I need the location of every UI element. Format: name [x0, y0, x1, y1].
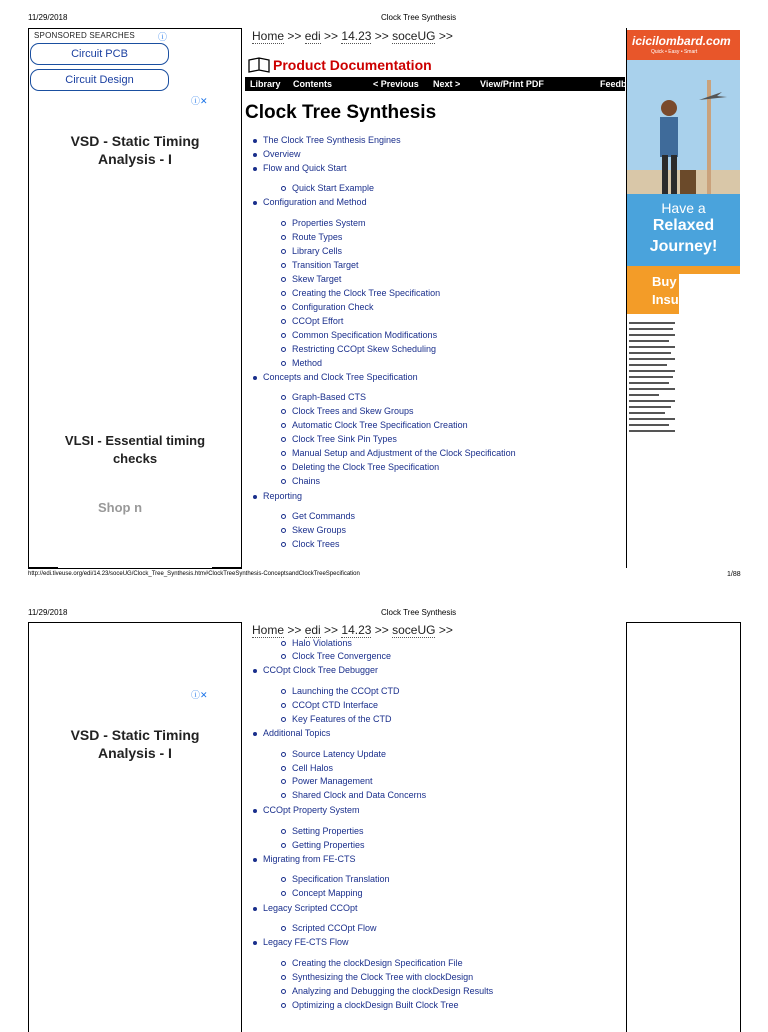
right-ad[interactable] [627, 30, 740, 448]
toc-item[interactable] [253, 149, 301, 159]
bullet-icon [281, 843, 286, 848]
sponsored-button-circuit-pcb[interactable]: Circuit PCB [30, 43, 169, 65]
bullet-icon [281, 465, 286, 470]
toc-item-label[interactable]: Overview [263, 149, 301, 159]
nav-view-print-pdf[interactable]: View/Print PDF [480, 79, 544, 89]
toc-item-label[interactable]: Analyzing and Debugging the clockDesign Results [292, 986, 494, 996]
footer-url[interactable]: http://edi.tiveuse.org/edi/14.23/soceUG/Clock_Tree_Synthesis.htm#ClockTreeSynthesis-ConceptsandClockTreeSpecification [28, 571, 360, 577]
toc-item[interactable] [253, 728, 330, 738]
toc-item-label[interactable]: Automatic Clock Tree Specification Creation [292, 420, 468, 430]
toc-item-label[interactable]: Launching the CCOpt CTD [292, 686, 400, 696]
toc-item[interactable] [281, 776, 373, 786]
page-heading: Clock Tree Synthesis [245, 102, 437, 123]
toc-item[interactable] [281, 274, 341, 284]
bullet-icon [281, 654, 286, 659]
bullet-icon [281, 766, 286, 771]
breadcrumb-edi-2[interactable]: edi [304, 623, 321, 637]
toc-item[interactable] [281, 840, 365, 850]
toc-item-label[interactable]: Cell Halos [292, 763, 334, 773]
sponsored-label: SPONSORED SEARCHES [34, 31, 135, 40]
bullet-icon [281, 409, 286, 414]
footer-page-number: 1/88 [727, 571, 741, 578]
bullet-icon [281, 347, 286, 352]
ad-choices-icon-2[interactable]: ⓘ✕ [191, 690, 208, 700]
bullet-icon [281, 423, 286, 428]
ad-buy[interactable]: Buy [652, 274, 677, 289]
breadcrumb-soceug[interactable]: soceUG [392, 29, 436, 43]
toc-item[interactable] [253, 197, 367, 207]
toc-item[interactable] [281, 511, 355, 521]
bullet-icon [253, 201, 257, 205]
toc-item[interactable] [281, 525, 346, 535]
bullet-icon [281, 542, 286, 547]
ad-subtitle[interactable]: VLSI - Essential timing checks [64, 433, 206, 466]
breadcrumb-version-2[interactable]: 14.23 [341, 623, 372, 637]
toc-item-label[interactable]: Method [292, 358, 323, 368]
toc-item[interactable] [281, 448, 516, 458]
info-icon[interactable]: ⓘ [158, 32, 168, 42]
toc-item-label[interactable]: Source Latency Update [292, 749, 387, 759]
toc-item-label[interactable]: Optimizing a clockDesign Built Clock Tree [292, 1000, 459, 1010]
ad-overlay [679, 274, 740, 314]
toc-item-label[interactable]: Library Cells [292, 246, 343, 256]
breadcrumb-edi[interactable]: edi [304, 29, 321, 43]
toc-item[interactable] [281, 330, 437, 340]
bullet-icon [281, 451, 286, 456]
toc-item[interactable] [253, 937, 349, 947]
ad-shop-button[interactable]: Shop n [98, 500, 143, 515]
toc-item-label[interactable]: Clock Trees [292, 539, 340, 549]
toc-item-label[interactable]: Creating the Clock Tree Specification [292, 288, 441, 298]
print-title: Clock Tree Synthesis [381, 13, 457, 22]
toc-item-label[interactable]: Skew Groups [292, 525, 347, 535]
left-ad[interactable] [58, 92, 212, 568]
toc-item[interactable] [281, 638, 352, 648]
toc-item[interactable] [281, 700, 378, 710]
toc-item-label[interactable]: Manual Setup and Adjustment of the Clock Specification [292, 448, 516, 458]
toc-item-label[interactable]: Route Types [292, 232, 343, 242]
bullet-icon [281, 689, 286, 694]
toc-item[interactable] [281, 539, 340, 549]
bullet-icon [253, 732, 257, 736]
toc-item[interactable] [281, 651, 391, 661]
ad-title-2[interactable]: VSD - Static Timing Analysis - I [70, 727, 200, 761]
toc-item-label[interactable]: Configuration and Method [263, 197, 367, 207]
right-frame-2 [626, 622, 741, 1032]
toc-item-label[interactable]: Reporting [263, 491, 303, 501]
bullet-icon [281, 1003, 286, 1008]
print-date: 11/29/2018 [28, 13, 68, 22]
toc-item[interactable] [281, 392, 366, 402]
bullet-icon [281, 319, 286, 324]
ad-line-1: Have a [661, 200, 706, 216]
toc-item[interactable] [281, 406, 414, 416]
toc-item[interactable] [281, 420, 468, 430]
toc-item[interactable] [281, 888, 363, 898]
toc-item[interactable] [253, 805, 360, 815]
toc-item-label[interactable]: Legacy Scripted CCOpt [263, 903, 358, 913]
toc-item-label[interactable]: CCOpt CTD Interface [292, 700, 379, 710]
toc-item[interactable] [281, 749, 386, 759]
toc-item-label[interactable]: Clock Tree Convergence [292, 651, 392, 661]
bullet-icon [281, 975, 286, 980]
toc-item-label[interactable]: Key Features of the CTD [292, 714, 392, 724]
breadcrumb-home[interactable]: Home [252, 29, 285, 43]
toc-item-label[interactable]: Specification Translation [292, 874, 390, 884]
nav-library[interactable]: Library [250, 79, 281, 89]
bullet-icon [253, 153, 257, 157]
toc-item[interactable] [281, 316, 343, 326]
toc-item-label[interactable]: Properties System [292, 218, 366, 228]
breadcrumb-soceug-2[interactable]: soceUG [392, 623, 436, 637]
bullet-icon [281, 829, 286, 834]
bullet-icon [281, 263, 286, 268]
ad-title[interactable]: VSD - Static Timing Analysis - I [70, 133, 200, 167]
toc-item-label[interactable]: Restricting CCOpt Skew Scheduling [292, 344, 437, 354]
toc-item[interactable] [253, 163, 347, 173]
toc-item[interactable] [253, 135, 401, 145]
toc-item-label[interactable]: Quick Start Example [292, 183, 375, 193]
nav-feedback[interactable]: Feedb [600, 79, 627, 89]
toc-item-label[interactable]: CCOpt Effort [292, 316, 344, 326]
bullet-icon [281, 891, 286, 896]
print-title-2: Clock Tree Synthesis [381, 608, 457, 617]
breadcrumb-version[interactable]: 14.23 [341, 29, 372, 43]
ad-insu[interactable]: Insu [652, 292, 679, 307]
bullet-icon [253, 167, 257, 171]
toc-item-label[interactable]: Concepts and Clock Tree Specification [263, 372, 418, 382]
breadcrumb: Home >> edi >> 14.23 >> soceUG >> [252, 29, 453, 43]
bullet-icon [253, 941, 257, 945]
toc-item[interactable] [281, 476, 320, 486]
bullet-icon [281, 249, 286, 254]
bullet-icon [281, 752, 286, 757]
bullet-icon [281, 361, 286, 366]
toc-item-label[interactable]: Migrating from FE-CTS [263, 854, 356, 864]
ad-line-3: Journey! [649, 238, 718, 255]
toc-item-label[interactable]: Scripted CCOpt Flow [292, 923, 377, 933]
toc-item[interactable] [281, 923, 377, 933]
bullet-icon [281, 877, 286, 882]
toc-item[interactable] [281, 972, 473, 982]
toc-item-label[interactable]: Synthesizing the Clock Tree with clockDesign [292, 972, 474, 982]
bullet-icon [253, 907, 257, 911]
toc-item[interactable] [281, 344, 436, 354]
toc-item-label[interactable]: Getting Properties [292, 840, 365, 850]
toc-item-label[interactable]: Chains [292, 476, 321, 486]
bullet-icon [281, 703, 286, 708]
nav-previous[interactable]: < Previous [373, 79, 419, 89]
bullet-icon [281, 333, 286, 338]
toc-item[interactable] [253, 903, 358, 913]
toc-item[interactable] [281, 302, 374, 312]
nav-next[interactable]: Next > [433, 79, 461, 89]
toc-item[interactable] [253, 372, 418, 382]
toc-item-label[interactable]: Additional Topics [263, 728, 331, 738]
bullet-icon [253, 495, 257, 499]
toc-item[interactable] [281, 686, 400, 696]
toc-item[interactable] [281, 958, 463, 968]
print-date-2: 11/29/2018 [28, 608, 68, 617]
brand-name[interactable]: icicilombard.com [632, 34, 731, 48]
toc-item-label[interactable]: Creating the clockDesign Specification File [292, 958, 463, 968]
toc-item-label[interactable]: Configuration Check [292, 302, 374, 312]
toc-item-label[interactable]: Skew Target [292, 274, 342, 284]
toc-item[interactable] [281, 763, 333, 773]
toc-item[interactable] [281, 986, 493, 996]
bullet-icon [281, 717, 286, 722]
bullet-icon [253, 139, 257, 143]
breadcrumb-home-2[interactable]: Home [252, 623, 285, 637]
toc-item[interactable] [253, 491, 302, 501]
ad-fine-print [629, 320, 677, 440]
sponsored-button-circuit-design[interactable]: Circuit Design [30, 69, 169, 91]
bullet-icon [281, 479, 286, 484]
left-ad-2[interactable] [58, 686, 212, 1024]
book-icon [248, 57, 270, 78]
toc-item-label[interactable]: Concept Mapping [292, 888, 363, 898]
toc-item[interactable] [281, 260, 359, 270]
ad-choices-icon[interactable]: ⓘ✕ [191, 96, 208, 106]
bullet-icon [281, 961, 286, 966]
toc-item-label[interactable]: Get Commands [292, 511, 356, 521]
bullet-icon [281, 641, 286, 646]
toc-item[interactable] [253, 854, 356, 864]
nav-contents[interactable]: Contents [293, 79, 332, 89]
toc-item[interactable] [281, 1000, 459, 1010]
doc-navbar [245, 77, 625, 91]
bullet-icon [281, 779, 286, 784]
toc-item-label[interactable]: Common Specification Modifications [292, 330, 438, 340]
toc-item[interactable] [281, 826, 364, 836]
toc-item-label[interactable]: Deleting the Clock Tree Specification [292, 462, 440, 472]
bullet-icon [281, 528, 286, 533]
breadcrumb-2: Home >> edi >> 14.23 >> soceUG >> [252, 623, 453, 637]
bullet-icon [281, 989, 286, 994]
bullet-icon [281, 221, 286, 226]
toc-item-label[interactable]: Graph-Based CTS [292, 392, 367, 402]
bullet-icon [281, 305, 286, 310]
toc-item[interactable] [281, 434, 397, 444]
toc-item-label[interactable]: Clock Tree Sink Pin Types [292, 434, 397, 444]
toc-item[interactable] [281, 874, 390, 884]
frame-bottom [28, 568, 242, 569]
toc-item[interactable] [281, 358, 322, 368]
toc-item-label[interactable]: Shared Clock and Data Concerns [292, 790, 427, 800]
toc-item-label[interactable]: Setting Properties [292, 826, 364, 836]
toc-item[interactable] [281, 246, 342, 256]
toc-item-label[interactable]: The Clock Tree Synthesis Engines [263, 135, 401, 145]
toc-item-label[interactable]: Power Management [292, 776, 373, 786]
toc-item[interactable] [281, 183, 374, 193]
toc-item-label[interactable]: Clock Trees and Skew Groups [292, 406, 414, 416]
bullet-icon [281, 437, 286, 442]
toc-item[interactable] [253, 665, 378, 675]
bullet-icon [281, 395, 286, 400]
brand-tag: Quick • Easy • Smart [651, 49, 698, 55]
toc-item[interactable] [281, 218, 366, 228]
toc-item[interactable] [281, 288, 440, 298]
toc-item-label[interactable]: Legacy FE-CTS Flow [263, 937, 349, 947]
bullet-icon [253, 376, 257, 380]
bullet-icon [281, 793, 286, 798]
toc-item-label[interactable]: Transition Target [292, 260, 359, 270]
bullet-icon [281, 186, 286, 191]
bullet-icon [253, 858, 257, 862]
toc-item-label[interactable]: CCOpt Property System [263, 805, 360, 815]
bullet-icon [281, 235, 286, 240]
bullet-icon [281, 277, 286, 282]
bullet-icon [281, 926, 286, 931]
toc-item-label[interactable]: Halo Violations [292, 638, 352, 648]
toc-item[interactable] [281, 790, 426, 800]
bullet-icon [281, 514, 286, 519]
toc-item-label[interactable]: CCOpt Clock Tree Debugger [263, 665, 379, 675]
bullet-icon [253, 809, 257, 813]
ad-line-2: Relaxed [652, 217, 715, 234]
toc-item-label[interactable]: Flow and Quick Start [263, 163, 347, 173]
product-documentation-title: Product Documentation [273, 57, 432, 73]
bullet-icon [281, 291, 286, 296]
toc-item[interactable] [281, 232, 342, 242]
toc-item[interactable] [281, 462, 439, 472]
toc-item[interactable] [281, 714, 392, 724]
bullet-icon [253, 669, 257, 673]
